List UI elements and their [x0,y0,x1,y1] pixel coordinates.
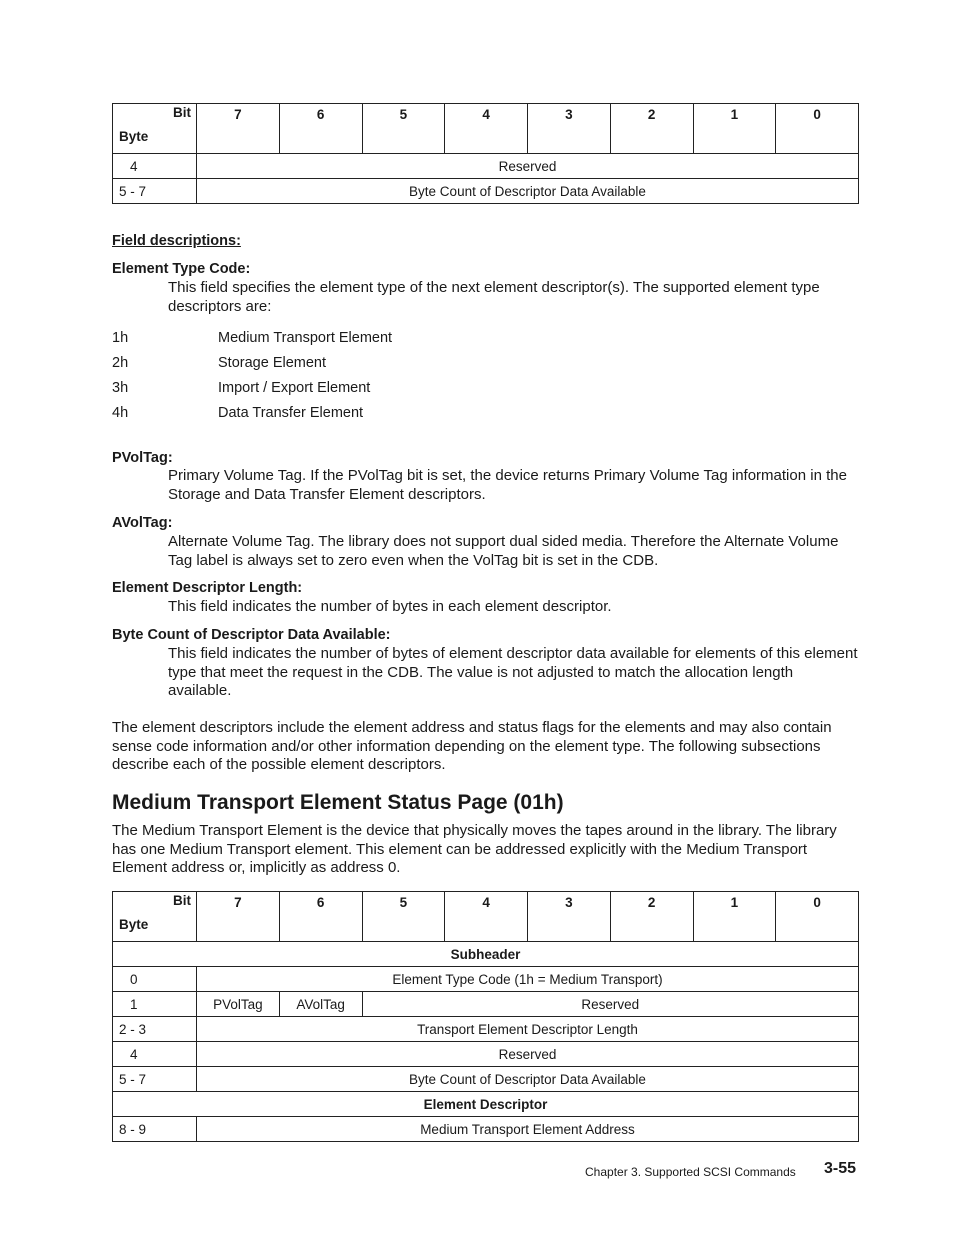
table-row [113,179,859,204]
field-descriptions-heading: Field descriptions: [112,233,241,249]
bit-header: 1 [693,104,776,154]
pvoltag-text: Primary Volume Tag. If the PVolTag bit is set, the device returns Primary Volume Tag information in the Storage and Data Transfer Element descriptors. [168,467,847,503]
bit-header: 1 [693,892,776,942]
bit-header: 3 [528,104,611,154]
avoltag-cell: AVolTag [279,992,362,1017]
footer-chapter: Chapter 3. Supported SCSI Commands [585,1165,796,1179]
table-row [113,154,859,179]
field-cell: Transport Element Descriptor Length [197,1017,859,1042]
code-value: 4h [112,405,129,421]
field-cell: Reserved [197,154,859,179]
bit-header: 0 [776,892,859,942]
element-descriptor-length-text: This field indicates the number of bytes in each element descriptor. [168,598,612,615]
section-title: Medium Transport Element Status Page (01h) [112,791,564,814]
byte-cell: 4 [113,154,197,179]
code-description: Medium Transport Element [218,330,393,346]
bit-header: 3 [528,892,611,942]
byte-label: Byte [119,129,149,144]
element-type-code-label: Element Type Code: [112,261,251,277]
byte-cell: 5 - 7 [113,179,197,204]
table-row [113,1117,859,1142]
avoltag-label: AVolTag: [112,515,173,531]
table-corner-cell [113,104,197,154]
element-descriptors-paragraph: The element descriptors include the element address and status flags for the elements and may also contain sense code information and/or other information depending on the element type. The following subsections describe each of the possible element descriptors. [112,719,832,774]
byte-cell: 0 [113,967,197,992]
table-row [113,1067,859,1092]
field-cell: Medium Transport Element Address [197,1117,859,1142]
field-cell: Byte Count of Descriptor Data Available [197,179,859,204]
code-description: Import / Export Element [218,380,371,396]
bit-label: Bit [173,893,191,908]
element-descriptor-length-label: Element Descriptor Length: [112,580,303,596]
footer-page-number: 3-55 [824,1160,857,1177]
code-description: Data Transfer Element [218,405,364,421]
byte-cell: 2 - 3 [113,1017,197,1042]
avoltag-text: Alternate Volume Tag. The library does not support dual sided media. Therefore the Alternate Volume Tag label is always set to zero even when the VolTag bit is set in the CDB. [168,533,839,569]
code-value: 1h [112,330,129,346]
code-description: Storage Element [218,355,327,371]
bit-header: 7 [197,104,280,154]
bit-table-header-continuation [112,103,859,204]
bit-header: 7 [197,892,280,942]
bit-header: 2 [610,104,693,154]
bit-header: 2 [610,892,693,942]
code-value: 2h [112,355,129,371]
code-value: 3h [112,380,129,396]
field-cell: Reserved [197,1042,859,1067]
byte-cell: 5 - 7 [113,1067,197,1092]
table-corner-cell [113,892,197,942]
byte-cell: 4 [113,1042,197,1067]
table-row [113,1017,859,1042]
bit-header: 0 [776,104,859,154]
byte-count-text: This field indicates the number of bytes of element descriptor data available for elements of this element type that meet the request in the CDB. The value is not adjusted to match the allocation length available. [168,645,858,700]
pvoltag-label: PVolTag: [112,450,173,466]
bit-header: 5 [362,892,445,942]
byte-cell: 8 - 9 [113,1117,197,1142]
byte-cell: 1 [113,992,197,1017]
pvoltag-cell: PVolTag [197,992,280,1017]
bit-header: 5 [362,104,445,154]
field-cell: Reserved [362,992,859,1017]
table-row [113,1042,859,1067]
bit-header: 6 [279,892,362,942]
byte-label: Byte [119,917,149,932]
element-type-code-text: This field specifies the element type of the next element descriptor(s). The supported element type descriptors are: [168,279,820,315]
medium-transport-element-table [112,891,859,1142]
field-cell: Byte Count of Descriptor Data Available [197,1067,859,1092]
table-row [113,992,859,1017]
table-row [113,942,859,967]
element-descriptor-row: Element Descriptor [113,1092,859,1117]
section-intro: The Medium Transport Element is the device that physically moves the tapes around in the library. The library has one Medium Transport element. This element can be addressed explicitly with the Medium Transport Element address or, implicitly as address 0. [112,822,837,877]
bit-header: 6 [279,104,362,154]
bit-header: 4 [445,892,528,942]
table-row [113,1092,859,1117]
field-cell: Element Type Code (1h = Medium Transport) [197,967,859,992]
subheader-row: Subheader [113,942,859,967]
table-row [113,967,859,992]
bit-label: Bit [173,105,191,120]
bit-header: 4 [445,104,528,154]
byte-count-label: Byte Count of Descriptor Data Available: [112,627,391,643]
